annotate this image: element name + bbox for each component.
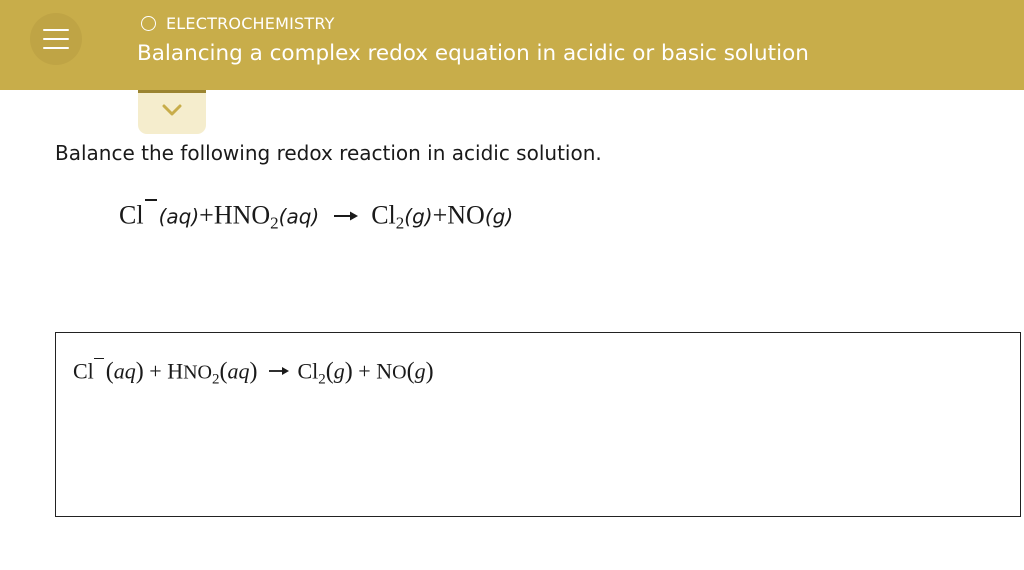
answer-reactant-no: NO (183, 361, 212, 384)
plus-sign: + (149, 358, 162, 384)
paren-open: ( (105, 358, 114, 385)
question-instruction: Balance the following redox reaction in acidic solution. (55, 141, 602, 165)
answer-product-chlorine: Cl (297, 358, 319, 384)
reactant-chloride: Cl (119, 200, 144, 230)
expand-button[interactable] (138, 90, 206, 134)
answer-product-n: N (376, 358, 393, 384)
plus-sign: + (358, 358, 371, 384)
answer-equation[interactable] (73, 358, 434, 388)
paren-close: ) (249, 358, 258, 385)
answer-input-box[interactable] (55, 332, 1021, 517)
negative-charge-mark (94, 358, 104, 359)
product-nitric-oxide: NO (447, 200, 485, 230)
topic-label: ELECTROCHEMISTRY (166, 13, 335, 33)
plus-sign: + (432, 200, 448, 230)
state-slot[interactable]: aq (113, 358, 136, 384)
lesson-title: Balancing a complex redox equation in acidic or basic solution (137, 41, 809, 66)
subscript: 2 (270, 213, 279, 233)
product-chlorine: Cl (371, 200, 396, 230)
answer-reactant-chloride: Cl (73, 358, 94, 384)
answer-product-o: O (392, 361, 407, 384)
chevron-down-icon (162, 104, 182, 116)
right-arrow-icon (268, 365, 290, 377)
subscript: 2 (395, 213, 405, 233)
state-label: (g) (484, 204, 514, 229)
subscript: 2 (212, 371, 220, 388)
paren-open: ( (219, 358, 228, 385)
state-label: (aq) (158, 204, 200, 229)
circle-outline-icon (141, 16, 156, 31)
header-bar (0, 0, 1024, 90)
topic-row (141, 12, 335, 34)
paren-close: ) (344, 358, 353, 385)
menu-button[interactable] (30, 13, 82, 65)
answer-reactant-h: H (167, 358, 184, 384)
paren-open: ( (406, 358, 415, 385)
state-label: (aq) (278, 204, 320, 229)
paren-close: ) (425, 358, 434, 385)
subscript: 2 (318, 371, 326, 388)
right-arrow-icon (333, 209, 359, 223)
negative-charge-mark (145, 199, 157, 201)
state-slot[interactable]: g (333, 358, 345, 384)
paren-close: ) (135, 358, 144, 385)
reaction-equation (119, 199, 513, 231)
state-slot[interactable]: g (414, 358, 426, 384)
state-label: (g) (404, 204, 433, 229)
state-slot[interactable]: aq (227, 358, 250, 384)
paren-open: ( (325, 358, 334, 385)
plus-sign: + (199, 200, 214, 230)
reactant-nitrous-acid: HNO (213, 200, 271, 230)
